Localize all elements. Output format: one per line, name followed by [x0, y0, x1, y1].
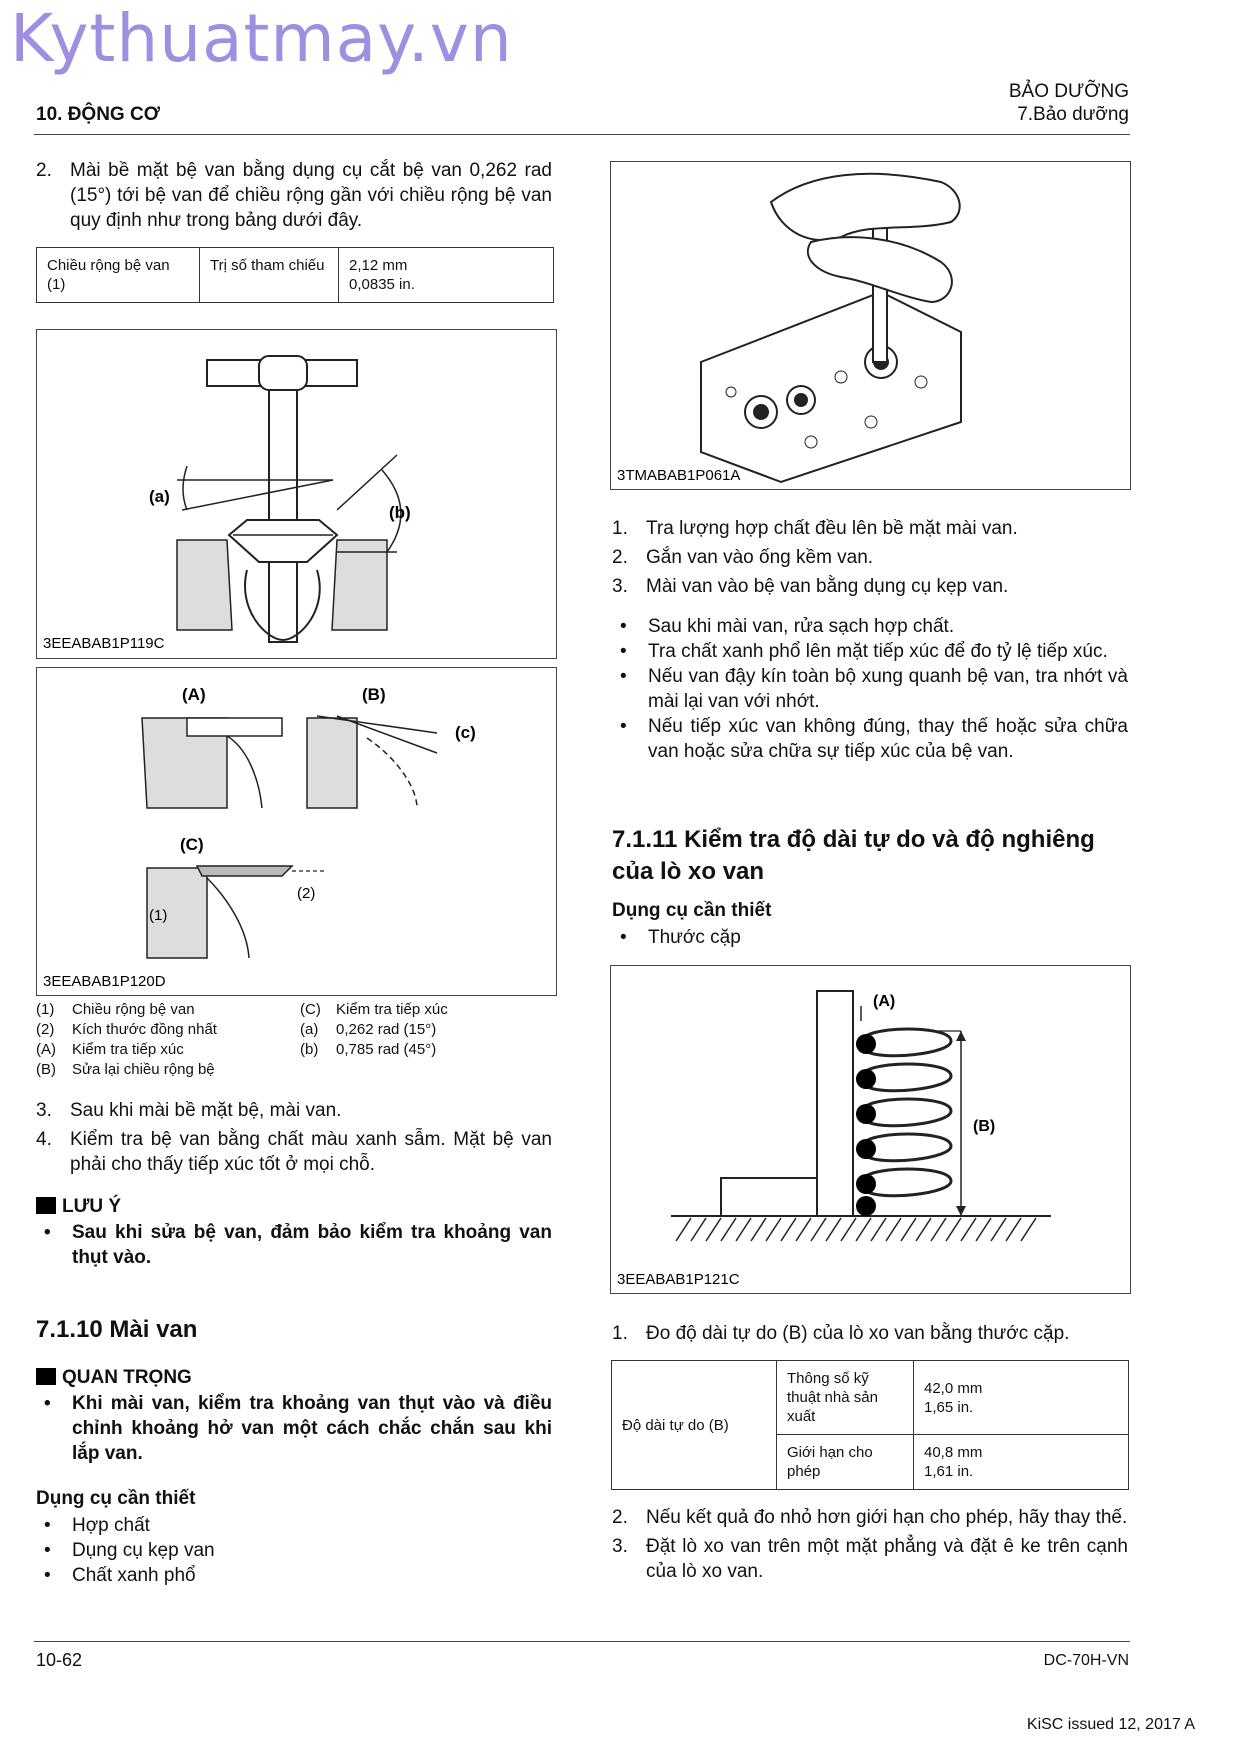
value-in: 0,0835 in. [349, 276, 415, 293]
legend-key: (b) [300, 1041, 319, 1058]
step-number: 3. [612, 576, 628, 597]
important-text: Khi mài van, kiểm tra khoảng van thụt vào và điều chỉnh khoảng hở van một cách chắc chắn sau khi lắp van. [72, 1393, 552, 1464]
right-steps [612, 516, 1128, 599]
figure-valve-spring [610, 965, 1131, 1294]
figure-valve-lapping [610, 161, 1131, 490]
value-mm: 2,12 mm [349, 257, 408, 274]
doc-code: DC-70H-VN [1043, 1652, 1129, 1669]
step-number: 1. [612, 518, 628, 539]
bullet-item: • Sau khi mài van, rửa sạch hợp chất. [620, 616, 955, 637]
bullet-text: Sau khi mài van, rửa sạch hợp chất. [648, 616, 955, 637]
tool-item: • Chất xanh phổ [44, 1565, 196, 1586]
tools-heading-right: Dụng cụ cần thiết [612, 900, 772, 921]
limit-value [914, 1435, 1129, 1490]
step-number: 2. [612, 1507, 628, 1528]
note-body [36, 1220, 552, 1270]
right-bullets [612, 614, 1128, 764]
fig2-label-A: (A) [182, 685, 206, 704]
seat-cutter-drawing [37, 330, 556, 658]
spec-value [914, 1361, 1129, 1435]
contact-check-drawing [37, 668, 556, 995]
measure-step [612, 1321, 1128, 1346]
tool-item: • Hợp chất [44, 1515, 150, 1536]
fig1-code: 3EEABAB1P119C [43, 635, 165, 652]
note-square-icon [36, 1197, 56, 1214]
header-rule [34, 134, 1130, 135]
figure-contact-check [36, 667, 557, 996]
step-text: Kiểm tra bệ van bằng chất màu xanh sẫm. Mặt bệ van phải cho thấy tiếp xúc tốt ở mọi chỗ. [70, 1129, 552, 1175]
step-4 [36, 1127, 552, 1177]
important-title: QUAN TRỌNG [62, 1367, 192, 1388]
step-number: 2. [612, 547, 628, 568]
fig3-code: 3TMABAB1P061A [617, 467, 741, 484]
step-text: Nếu kết quả đo nhỏ hơn giới hạn cho phép, hãy thay thế. [646, 1507, 1128, 1528]
seat-width-table [36, 247, 554, 303]
step-text: Mài bề mặt bệ van bằng dụng cụ cắt bệ van 0,262 rad (15°) tới bệ van để chiều rộng gần với chiều rộng bệ van quy định như trong bảng dưới đây. [70, 160, 552, 231]
watermark-logo: Kythuatmay.vn [10, 0, 513, 77]
left-steps-3-4 [36, 1098, 552, 1177]
bullet-item: • Nếu van đậy kín toàn bộ xung quanh bệ van, tra nhớt và mài lại van với nhớt. [620, 666, 1128, 712]
left-column [36, 158, 552, 233]
table-cell: Chiều rộng bệ van (1) [37, 248, 200, 303]
chapter-title: 10. ĐỘNG CƠ [36, 104, 160, 125]
tools-list-right [612, 925, 1128, 950]
tool-text: Dụng cụ kẹp van [72, 1540, 215, 1561]
important-bullet: • Khi mài van, kiểm tra khoảng van thụt vào và điều chỉnh khoảng hở van một cách chắc chắn sau khi lắp van. [44, 1393, 552, 1464]
tool-text: Thước cặp [648, 927, 741, 948]
table-cell [339, 248, 554, 303]
footer-rule [34, 1641, 1130, 1642]
fig1-label-a: (a) [149, 487, 170, 506]
valve-spring-drawing [611, 966, 1130, 1293]
section-title: BẢO DƯỠNG [1008, 81, 1129, 102]
legend-key: (a) [300, 1021, 319, 1038]
step-item [612, 545, 1128, 570]
fig2-label-2: (2) [297, 885, 316, 902]
step-item [612, 574, 1128, 599]
step-number: 2. [36, 160, 52, 181]
legend-key: (C) [300, 1001, 321, 1018]
step-item [612, 1321, 1128, 1346]
fig4-code: 3EEABAB1P121C [617, 1271, 740, 1288]
legend-key: (1) [36, 1001, 55, 1018]
tool-text: Chất xanh phổ [72, 1565, 196, 1586]
figure-seat-cutter [36, 329, 557, 659]
step-text: Sau khi mài bề mặt bệ, mài van. [70, 1100, 342, 1121]
legend-value: Kiểm tra tiếp xúc [336, 1001, 448, 1018]
legend-value: Kiểm tra tiếp xúc [72, 1041, 184, 1058]
step-3 [36, 1098, 552, 1123]
legend-key: (2) [36, 1021, 55, 1038]
note-title: LƯU Ý [62, 1196, 122, 1217]
legend-value: Sửa lại chiều rộng bệ [72, 1061, 215, 1078]
legend-value: 0,785 rad (45°) [336, 1041, 437, 1058]
limit-label: Giới hạn cho phép [777, 1435, 914, 1490]
fig2-label-B: (B) [362, 685, 386, 704]
limit-in: 1,61 in. [924, 1463, 974, 1480]
step-text: Đặt lò xo van trên một mặt phẳng và đặt ê ke trên cạnh của lò xo van. [646, 1536, 1128, 1582]
fig4-label-B: (B) [973, 1118, 996, 1135]
important-square-icon [36, 1368, 56, 1385]
limit-mm: 40,8 mm [924, 1444, 983, 1461]
bullet-text: Nếu tiếp xúc van không đúng, thay thế hoặc sửa chữa van hoặc sửa chữa sự tiếp xúc của bệ van. [648, 716, 1128, 762]
step-number: 4. [36, 1129, 52, 1150]
section-subtitle: 7.Bảo dưỡng [1017, 104, 1129, 125]
step-2 [36, 158, 552, 233]
spec-label: Thông số kỹ thuật nhà sản xuất [777, 1361, 914, 1435]
fig4-label-A: (A) [873, 993, 896, 1010]
bullet-item: • Nếu tiếp xúc van không đúng, thay thế hoặc sửa chữa van hoặc sửa chữa sự tiếp xúc của bệ van. [620, 716, 1128, 762]
legend-key: (B) [36, 1061, 56, 1078]
right-steps-2-3 [612, 1505, 1128, 1584]
bullet-text: Nếu van đậy kín toàn bộ xung quanh bệ van, tra nhớt và mài lại van với nhớt. [648, 666, 1128, 712]
spec-mm: 42,0 mm [924, 1379, 983, 1397]
fig2-label-c: (c) [455, 723, 476, 742]
note-text: Sau khi sửa bệ van, đảm bảo kiểm tra khoảng van thụt vào. [72, 1222, 552, 1268]
step-item [612, 1534, 1128, 1584]
important-heading [36, 1367, 192, 1389]
bullet-item: • Tra chất xanh phổ lên mặt tiếp xúc để đo tỷ lệ tiếp xúc. [620, 641, 1108, 662]
fig1-label-b: (b) [389, 503, 411, 522]
step-text: Đo độ dài tự do (B) của lò xo van bằng thước cặp. [646, 1323, 1070, 1344]
fig2-code: 3EEABAB1P120D [43, 973, 166, 990]
tool-item: • Thước cặp [620, 927, 741, 948]
legend-value: Chiều rộng bệ van [72, 1001, 195, 1018]
heading-7-1-11: 7.1.11 Kiểm tra độ dài tự do và độ nghiêng của lò xo van [612, 826, 1095, 885]
step-number: 3. [36, 1100, 52, 1121]
spec-in: 1,65 in. [924, 1398, 974, 1416]
fig2-label-C: (C) [180, 835, 204, 854]
heading-7-1-10: 7.1.10 Mài van [36, 1316, 198, 1343]
step-item [612, 516, 1128, 541]
legend-value: Kích thước đồng nhất [72, 1021, 217, 1038]
valve-lapping-drawing [611, 162, 1130, 489]
step-number: 1. [612, 1323, 628, 1344]
step-text: Mài van vào bệ van bằng dụng cụ kẹp van. [646, 576, 1009, 597]
step-number: 3. [612, 1536, 628, 1557]
step-item [612, 1505, 1128, 1530]
note-heading [36, 1196, 121, 1218]
tool-item: • Dụng cụ kẹp van [44, 1540, 215, 1561]
fig2-label-1: (1) [149, 907, 168, 924]
table-cell: Trị số tham chiếu [200, 248, 339, 303]
row-label: Độ dài tự do (B) [612, 1361, 777, 1490]
issued-note: KiSC issued 12, 2017 A [1026, 1716, 1195, 1733]
tools-heading-left: Dụng cụ cần thiết [36, 1488, 196, 1509]
tool-text: Hợp chất [72, 1515, 150, 1536]
tools-list-left [36, 1513, 552, 1588]
spring-length-table [611, 1360, 1129, 1490]
step-text: Tra lượng hợp chất đều lên bề mặt mài van. [646, 518, 1018, 539]
page-number: 10-62 [36, 1650, 83, 1670]
section-header [1009, 80, 1129, 126]
legend-value: 0,262 rad (15°) [336, 1021, 437, 1038]
legend-key: (A) [36, 1041, 56, 1058]
step-text: Gắn van vào ống kềm van. [646, 547, 874, 568]
important-body [36, 1391, 552, 1466]
note-bullet: • Sau khi sửa bệ van, đảm bảo kiểm tra khoảng van thụt vào. [44, 1222, 552, 1268]
bullet-text: Tra chất xanh phổ lên mặt tiếp xúc để đo tỷ lệ tiếp xúc. [648, 641, 1108, 662]
